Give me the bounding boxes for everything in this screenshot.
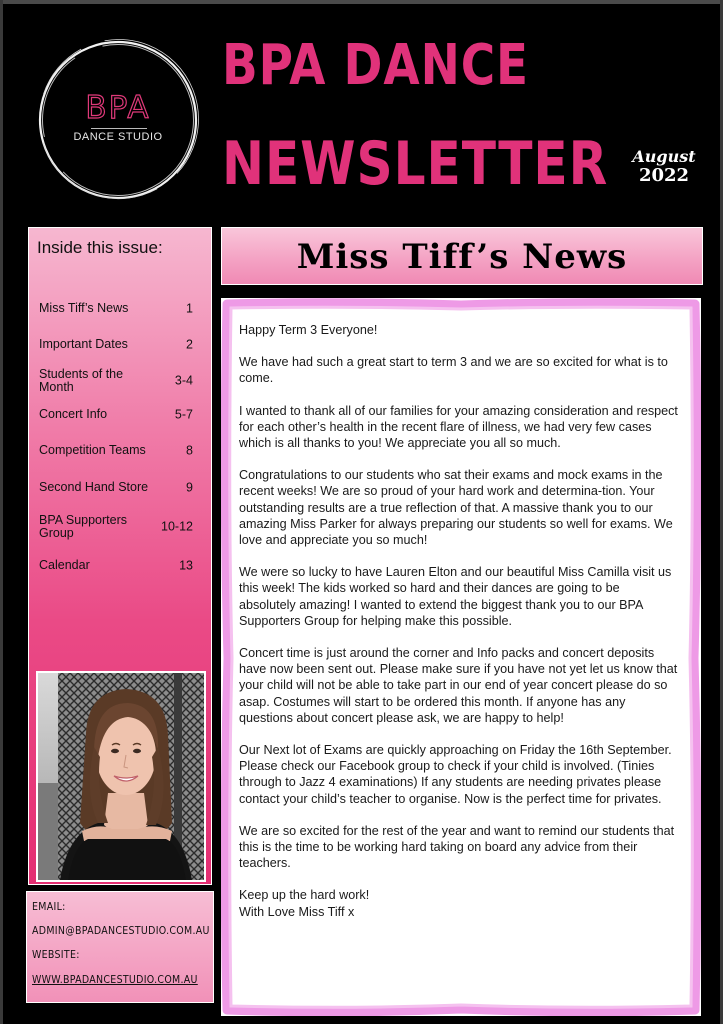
toc-item-label: BPA Supporters Group bbox=[39, 513, 128, 541]
article-signoff-line: With Love Miss Tiff x bbox=[239, 904, 355, 919]
issue-year: 2022 bbox=[638, 164, 690, 186]
logo-divider bbox=[91, 128, 147, 129]
toc-item[interactable] bbox=[39, 338, 201, 352]
title-line-1: BPA DANCE bbox=[222, 33, 529, 98]
article-banner bbox=[221, 227, 703, 285]
issue-month: August bbox=[632, 147, 696, 166]
page-edge bbox=[0, 0, 723, 4]
toc-item[interactable] bbox=[39, 559, 201, 573]
toc-item-label: Second Hand Store bbox=[39, 480, 149, 494]
toc-item-page: 5-7 bbox=[174, 407, 193, 422]
toc-item-label: Important Dates bbox=[39, 337, 128, 351]
article-paragraph: Congratulations to our students who sat their exams and mock exams in the recent weeks! We are so proud of your hard work and determina-tion. Your outstanding results are a true reflection of that. A massive thank you to our amazing Miss Parker for always preparing our students so well for exams. We love and appreciate you so much! bbox=[239, 468, 673, 548]
toc-item[interactable] bbox=[39, 408, 201, 422]
article-paragraph: I wanted to thank all of our families for your amazing consideration and respect for each other’s health in the recent flare of illness, we had very few cases which is all thanks to you! We appreciate you all so much. bbox=[239, 403, 678, 451]
website-link[interactable]: WWW.BPADANCESTUDIO.COM.AU bbox=[32, 974, 198, 986]
toc-item[interactable] bbox=[39, 302, 201, 316]
article-heading: Miss Tiff’s News bbox=[296, 237, 628, 277]
issue-date bbox=[624, 148, 704, 185]
article-paragraph: We were so lucky to have Lauren Elton and our beautiful Miss Camilla visit us this week! The kids worked so hard and their dances are going to be absolutely amazing! I wanted to extend the biggest thank you to our BPA Supporters Group for helping make this possible. bbox=[239, 565, 672, 628]
studio-logo bbox=[35, 37, 201, 203]
toc-item-page: 2 bbox=[186, 337, 193, 352]
teacher-photo bbox=[36, 671, 206, 882]
toc-item-label: Competition Teams bbox=[39, 443, 146, 457]
toc-item-page: 13 bbox=[179, 558, 193, 573]
toc-item-label: Students of the Month bbox=[39, 367, 124, 395]
article-paragraph: Concert time is just around the corner and Info packs and concert deposits have now been sent out. Please make sure if you have not yet let us know that your child will not be able to take part in our end of year concert please do so asap. Costumes will start to be ordered this month. If anyone has any questions about concert please ask, we are happy to help! bbox=[239, 646, 678, 725]
page-edge-left bbox=[0, 0, 3, 1024]
toc-item-page: 9 bbox=[186, 480, 193, 495]
toc-item[interactable] bbox=[39, 368, 201, 394]
toc-heading: Inside this issue: bbox=[37, 238, 163, 257]
toc-item-page: 10-12 bbox=[161, 519, 193, 534]
email-label: EMAIL: bbox=[32, 901, 66, 913]
article-paragraph: We are so excited for the rest of the year and want to remind our students that this is the time to be working hard taking on board any advice from their teachers. bbox=[239, 823, 675, 871]
toc-item-label: Calendar bbox=[39, 558, 90, 572]
article-paragraph: Happy Term 3 Everyone! bbox=[239, 323, 378, 337]
toc-item[interactable] bbox=[39, 481, 201, 495]
toc-item-page: 8 bbox=[186, 443, 193, 458]
toc-item-page: 1 bbox=[186, 301, 193, 316]
title-line-2: NEWSLETTER bbox=[222, 129, 609, 199]
article-body bbox=[239, 322, 679, 920]
logo-subtitle: DANCE STUDIO bbox=[73, 131, 163, 143]
email-link[interactable]: ADMIN@BPADANCESTUDIO.COM.AU bbox=[32, 925, 210, 937]
toc-item-label: Miss Tiff’s News bbox=[39, 301, 129, 315]
toc-item-page: 3-4 bbox=[174, 373, 193, 388]
article-paragraph: We have had such a great start to term 3 and we are so excited for what is to come. bbox=[239, 355, 668, 386]
toc-item-label: Concert Info bbox=[39, 407, 108, 421]
article-paragraph: Our Next lot of Exams are quickly approaching on Friday the 16th September. Please check our Facebook group to check if your child is involved. (Tinies through to Jazz 4 examinations) If any students are needing privates please contact your child’s teacher to organise. Now is the perfect time for privates. bbox=[239, 743, 672, 806]
contact-box bbox=[26, 891, 214, 1003]
toc-item[interactable] bbox=[39, 444, 201, 458]
article-signoff-line: Keep up the hard work! bbox=[239, 888, 370, 903]
logo-mark: BPA bbox=[85, 90, 151, 126]
portrait-image bbox=[38, 673, 204, 880]
website-label: WEBSITE: bbox=[32, 949, 80, 961]
toc-item[interactable] bbox=[39, 514, 201, 540]
